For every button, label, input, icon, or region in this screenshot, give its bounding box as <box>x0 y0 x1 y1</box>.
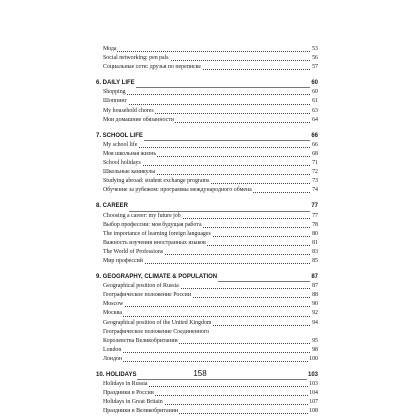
toc-entry <box>103 54 318 63</box>
toc-entry <box>103 97 318 106</box>
entry-title: 10. HOLIDAYS <box>96 371 137 380</box>
entry-title: 8. CAREER <box>96 202 129 211</box>
page-ref: 103 <box>308 380 318 389</box>
page-ref: 103 <box>307 371 318 380</box>
dot-leader <box>103 94 310 95</box>
page-ref: 92 <box>311 309 318 318</box>
entry-title: Географическое положение Соединенного <box>103 328 210 337</box>
table-of-contents <box>96 45 318 416</box>
page-ref: 104 <box>308 389 318 398</box>
entry-title: Holidays in Russia <box>103 380 149 389</box>
page-ref: 63 <box>311 107 318 116</box>
entry-title: Москва <box>103 309 123 318</box>
dot-leader <box>103 104 310 105</box>
dot-leader <box>103 51 310 52</box>
page-ref: 100 <box>308 355 318 364</box>
page-ref: 61 <box>311 97 318 106</box>
dot-leader <box>103 352 310 353</box>
entry-title: Мода <box>103 45 117 54</box>
entry-title: 6. DAILY LIFE <box>96 79 136 88</box>
toc-entry <box>103 150 318 159</box>
toc-entry <box>103 328 318 337</box>
toc-entry <box>103 230 318 239</box>
toc-entry <box>103 63 318 72</box>
entry-title: Мои домашние обязанности <box>103 116 175 125</box>
toc-entry-continuation <box>103 337 318 346</box>
toc-entry <box>103 221 318 230</box>
toc-entry <box>103 346 318 355</box>
entry-title: Holidays in Great Britain <box>103 398 164 407</box>
entry-title: Лондон <box>103 355 123 364</box>
entry-title: Важность изучения иностранных языков <box>103 239 207 248</box>
page-ref: 95 <box>311 337 318 346</box>
entry-title: School holidays <box>103 159 142 168</box>
toc-entry <box>103 257 318 266</box>
entry-title: Праздники в Великобритании <box>103 407 179 416</box>
toc-entry <box>103 88 318 97</box>
toc-entry <box>103 45 318 54</box>
entry-title: 7. SCHOOL LIFE <box>96 132 144 141</box>
section-heading <box>96 79 318 88</box>
entry-title: Шоппинг <box>103 97 128 106</box>
page-ref: 88 <box>311 291 318 300</box>
toc-entry <box>103 248 318 257</box>
entry-title: My school life <box>103 141 138 150</box>
toc-entry <box>103 380 318 389</box>
toc-entry <box>103 239 318 248</box>
page-ref: 87 <box>310 273 318 282</box>
section-heading <box>96 273 318 282</box>
toc-entry <box>103 186 318 195</box>
page-ref: 78 <box>311 221 318 230</box>
entry-title: Geographical position of Russia <box>103 282 180 291</box>
toc-entry <box>103 159 318 168</box>
dot-leader <box>103 316 310 317</box>
entry-title: Моя школьная жизнь <box>103 150 157 159</box>
page-ref: 107 <box>308 398 318 407</box>
page-ref: 68 <box>311 150 318 159</box>
toc-entry <box>103 319 318 328</box>
entry-title: My household chores <box>103 107 155 116</box>
toc-entry <box>103 282 318 291</box>
page-ref: 60 <box>311 88 318 97</box>
page-ref: 53 <box>311 45 318 54</box>
toc-entry <box>103 116 318 125</box>
toc-entry <box>103 177 318 186</box>
page-ref: 87 <box>311 282 318 291</box>
toc-entry <box>103 291 318 300</box>
page-ref: 98 <box>311 346 318 355</box>
page-ref: 57 <box>311 63 318 72</box>
dot-leader <box>103 361 310 362</box>
page-ref: 74 <box>311 186 318 195</box>
toc-entry <box>103 355 318 364</box>
section-heading <box>96 132 318 141</box>
page-ref: 71 <box>311 159 318 168</box>
page-number: 158 <box>193 369 207 378</box>
toc-entry <box>103 407 318 416</box>
dot-leader <box>103 306 310 307</box>
entry-title: Праздники в России <box>103 389 155 398</box>
entry-title: Социальные сети: друзья по переписке <box>103 63 202 72</box>
entry-title: Королевства Великобритании <box>103 337 179 346</box>
entry-title: Обучение за рубежом: программы международного обмена <box>103 186 253 195</box>
entry-title: Shopping <box>103 88 127 97</box>
page-ref: 72 <box>311 168 318 177</box>
page-ref: 64 <box>311 116 318 125</box>
page-ref: 56 <box>311 54 318 63</box>
toc-entry <box>103 168 318 177</box>
entry-title: Мир профессий <box>103 257 144 266</box>
entry-title: Choosing a career: my future job <box>103 212 182 221</box>
toc-entry <box>103 212 318 221</box>
page-ref: 80 <box>311 230 318 239</box>
toc-entry <box>103 389 318 398</box>
entry-title: Social networking: pen pals <box>103 54 170 63</box>
entry-title: Географическое положение России <box>103 291 192 300</box>
page-ref: 94 <box>311 319 318 328</box>
page-ref: 73 <box>311 177 318 186</box>
page-ref: 83 <box>311 248 318 257</box>
entry-title: Studying abroad: student exchange programs <box>103 177 210 186</box>
page-ref: 66 <box>311 141 318 150</box>
page-ref: 90 <box>311 300 318 309</box>
toc-entry <box>103 309 318 318</box>
page-ref: 85 <box>311 257 318 266</box>
page-ref: 77 <box>310 202 318 211</box>
page-ref: 108 <box>308 407 318 416</box>
page-ref: 81 <box>311 239 318 248</box>
toc-entry <box>103 107 318 116</box>
entry-title: Moscow <box>103 300 124 309</box>
toc-entry <box>103 141 318 150</box>
toc-entry <box>103 300 318 309</box>
entry-title: Школьные каникулы <box>103 168 156 177</box>
page-ref: 60 <box>310 79 318 88</box>
entry-title: The World of Professions <box>103 248 164 257</box>
page-ref: 77 <box>311 212 318 221</box>
entry-title: Выбор профессии: моя будущая работа <box>103 221 203 230</box>
entry-title: The importance of learning foreign languages <box>103 230 212 239</box>
entry-title: Geographical position of the United Kingdom <box>103 319 212 328</box>
page-ref: 66 <box>310 132 318 141</box>
entry-title: London <box>103 346 122 355</box>
entry-title: 9. GEOGRAPHY, CLIMATE & POPULATION <box>96 273 218 282</box>
section-heading <box>96 202 318 211</box>
